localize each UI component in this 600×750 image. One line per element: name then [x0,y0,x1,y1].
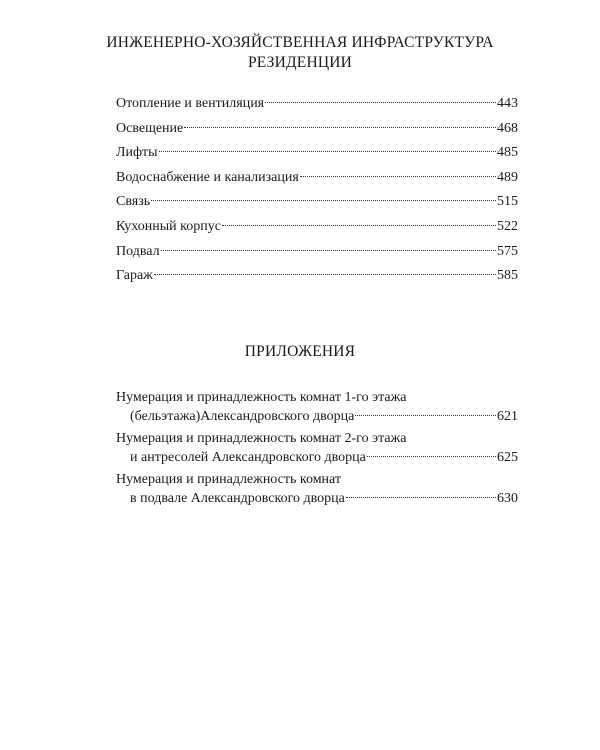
toc-entry-page: 585 [497,268,518,284]
toc-entry-label-line-1: Нумерация и принадлежность комнат 2-го этажа [116,431,407,446]
dot-leader [151,200,496,201]
toc-entry-label-line-2: в подвале Александровского дворца [130,491,345,506]
toc-entry-label: Подвал [116,243,160,259]
toc-entry-label-line-2: (бельэтажа)Александровского дворца [130,409,355,424]
dot-leader [159,151,496,152]
toc-entry[interactable] [116,168,518,193]
dot-leader [184,127,496,128]
dot-leader [355,415,496,416]
toc-entry-page: 575 [497,243,518,259]
toc-entry[interactable] [116,470,518,508]
dot-leader [367,456,496,457]
section-title-line-2: РЕЗИДЕНЦИИ [247,54,353,71]
toc-entry-page: 630 [497,491,518,506]
toc-entry-page: 515 [497,194,518,210]
toc-entry-label: Освещение [116,120,184,136]
toc-entry[interactable] [116,217,518,242]
toc-entry[interactable] [116,192,518,217]
toc-list-appendices [116,388,518,511]
toc-entry-page: 489 [497,169,518,185]
toc-entry-label: Отопление и вентиляция [116,96,265,111]
dot-leader [161,250,496,251]
toc-entry-page: 485 [497,145,518,161]
toc-entry-page: 625 [497,450,518,465]
dot-leader [265,102,496,103]
toc-entry[interactable] [116,119,518,144]
toc-entry[interactable] [116,143,518,168]
toc-entry-label-line-2: и антресолей Александровского дворца [130,450,366,465]
toc-entry-page: 621 [497,409,518,424]
toc-entry-label-line-1: Нумерация и принадлежность комнат 1-го этажа [116,390,407,405]
toc-entry-label: Связь [116,194,151,210]
toc-entry[interactable] [116,94,518,119]
dot-leader [300,176,496,177]
dot-leader [154,274,496,275]
toc-entry[interactable] [116,429,518,467]
dot-leader [222,225,496,226]
dot-leader [346,497,496,498]
toc-entry[interactable] [116,242,518,267]
toc-list-infrastructure [116,94,518,291]
toc-entry[interactable] [116,266,518,291]
toc-entry-label: Кухонный корпус [116,218,221,234]
toc-entry-page: 522 [497,218,518,234]
toc-entry-page: 468 [497,120,518,136]
section-title-infrastructure [0,33,600,73]
toc-entry-label: Гараж [116,268,153,284]
toc-entry-page: 443 [497,96,518,111]
section-title-line-1: ИНЖЕНЕРНО-ХОЗЯЙСТВЕННАЯ ИНФРАСТРУКТУРА [106,34,494,51]
toc-entry-label-line-1: Нумерация и принадлежность комнат [116,472,342,487]
toc-entry[interactable] [116,388,518,426]
toc-entry-label: Лифты [116,145,158,161]
section-title-appendices: ПРИЛОЖЕНИЯ [244,343,356,360]
toc-entry-label: Водоснабжение и канализация [116,169,299,185]
